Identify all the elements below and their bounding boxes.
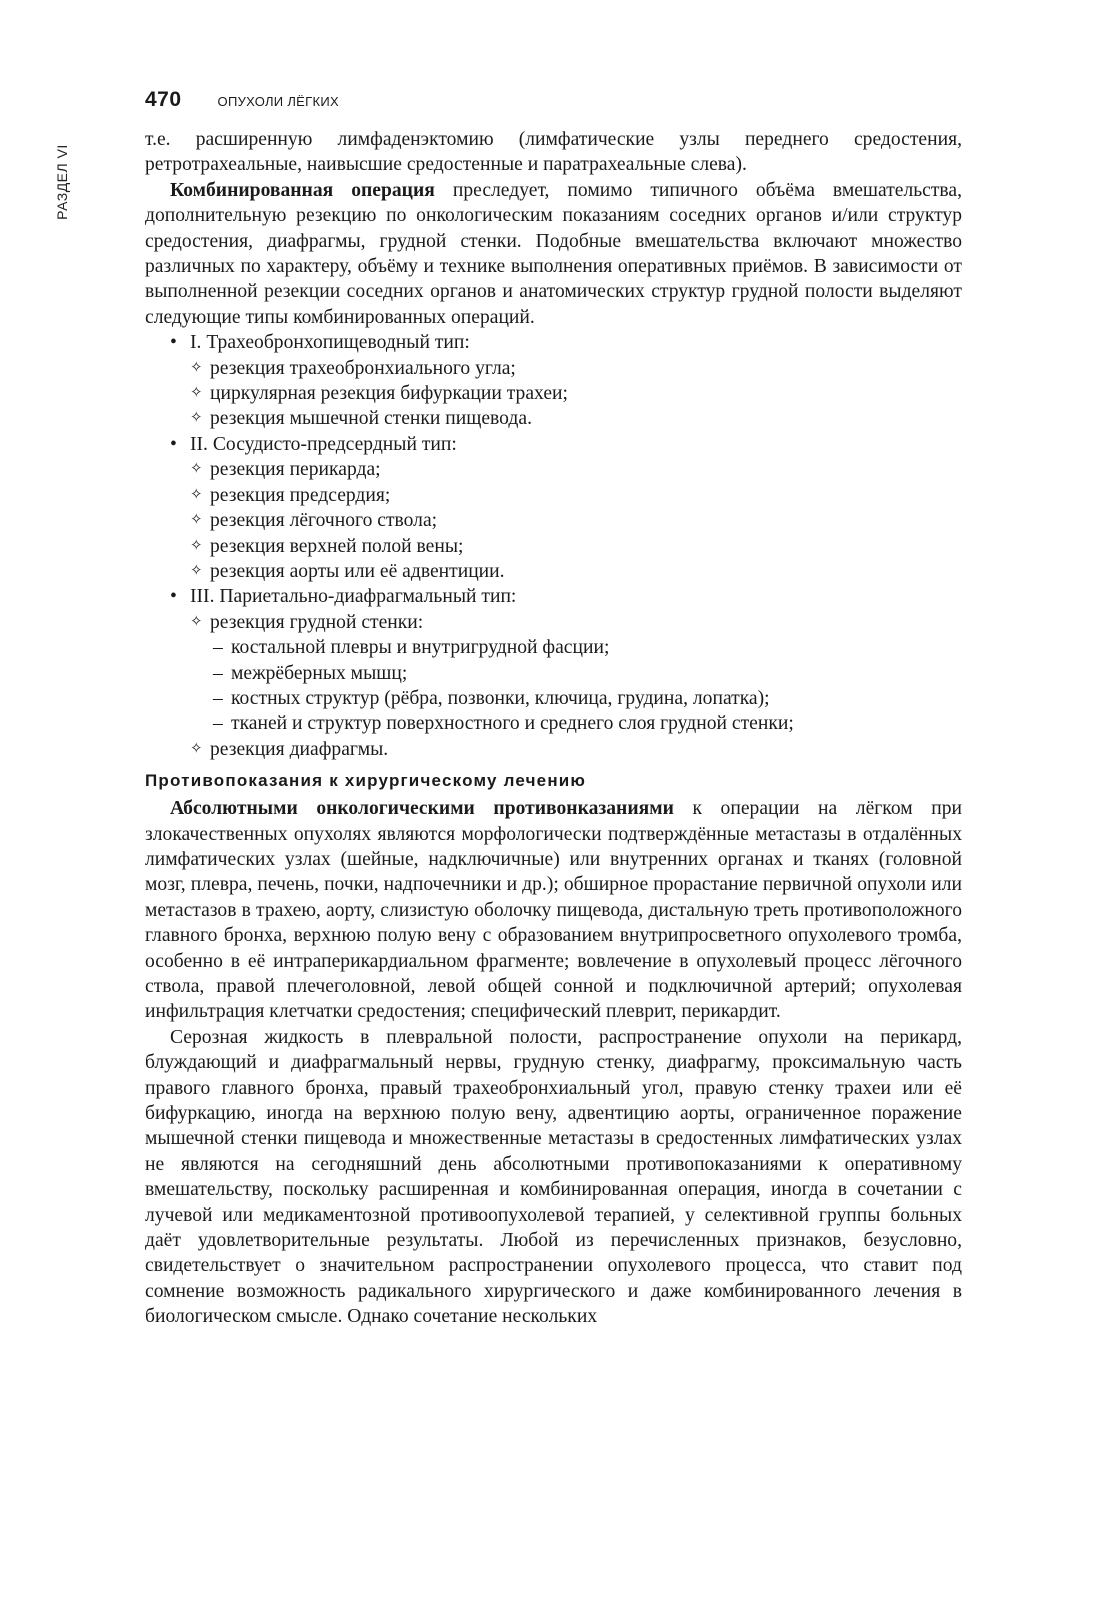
diamond-bullet-icon: ✧	[190, 537, 203, 554]
resection-subitem-text: межрёберных мышц;	[231, 662, 408, 684]
page-header	[145, 88, 339, 112]
diamond-bullet-icon: ✧	[190, 385, 203, 402]
resection-subitem-text: тканей и структур поверхностного и среднего слоя грудной стенки;	[231, 713, 794, 735]
resection-subitem	[210, 711, 962, 736]
dash-bullet-icon: –	[213, 713, 223, 735]
resection-item	[190, 559, 962, 584]
diamond-bullet-icon: ✧	[190, 613, 203, 630]
operation-type-item	[145, 584, 962, 762]
resection-subitem	[210, 635, 962, 660]
resection-item-text: резекция грудной стенки:	[210, 611, 424, 633]
resection-list	[190, 610, 962, 762]
resection-subitem	[210, 686, 962, 711]
absolute-contraindications-text: к операции на лёгком при злокачественных опухолях являются морфологически подтверждённые метастазы в отдалённых лимфатических узлах (шейные, надключичные) или внутренних органах и тканях (головной мозг, плевра, печень, почки, надпочечники и др.); обширное прорастание первичной опухоли или метастазов в трахею, аорту, слизистую оболочку пищевода, дистальную треть противоположного главного бронха, верхнюю полую вену с образованием внутрипросветного опухолевого тромба, особенно в её интраперикардиальном фрагменте; вовлечение в опухолевый процесс лёгочного ствола, правой плечеголовной, левой общей сонной и подключичной артерий; опухолевая инфильтрация клетчатки средостения; специфический плеврит, перикардит.	[145, 798, 962, 1023]
resection-item-text: резекция диафрагмы.	[210, 738, 389, 760]
diamond-bullet-icon: ✧	[190, 740, 203, 757]
dash-bullet-icon: –	[213, 662, 223, 684]
intro-paragraph: т.е. расширенную лимфаденэктомию (лимфатические узлы переднего средостения, ретротрахеальные, наивысшие средостенные и паратрахеальные слева).	[145, 129, 962, 176]
combined-operation-paragraph	[145, 178, 962, 330]
dash-bullet-icon: –	[213, 637, 223, 659]
bullet-icon: •	[170, 332, 177, 354]
resection-item	[190, 534, 962, 559]
operation-type-item	[145, 432, 962, 584]
running-title: ОПУХОЛИ ЛЁГКИХ	[217, 94, 339, 109]
combined-operation-term: Комбинированная операция	[170, 179, 435, 201]
diamond-bullet-icon: ✧	[190, 410, 203, 427]
resection-item-text: резекция аорты или её адвентиции.	[210, 560, 505, 582]
resection-list	[190, 356, 962, 432]
resection-item	[190, 406, 962, 431]
resection-item	[190, 381, 962, 406]
diamond-bullet-icon: ✧	[190, 512, 203, 529]
resection-item-text: резекция мышечной стенки пищевода.	[210, 408, 532, 430]
section-heading: Противопоказания к хирургическому лечению	[145, 771, 587, 791]
diamond-bullet-icon: ✧	[190, 562, 203, 579]
resection-item	[190, 508, 962, 533]
resection-item-text: резекция лёгочного ствола;	[210, 510, 438, 532]
resection-item	[190, 610, 962, 737]
diamond-bullet-icon: ✧	[190, 461, 203, 478]
resection-list	[190, 457, 962, 584]
resection-item-text: резекция верхней полой вены;	[210, 535, 464, 557]
operation-type-item	[145, 330, 962, 432]
page-body	[145, 127, 962, 1330]
dash-bullet-icon: –	[213, 687, 223, 709]
resection-item	[190, 737, 962, 762]
absolute-contraindications-term: Абсолютными онкологическими противонказаниями	[170, 798, 674, 820]
operation-type-label: II. Сосудисто-предсердный тип:	[190, 433, 457, 455]
diamond-bullet-icon: ✧	[190, 486, 203, 503]
operation-type-label: III. Париетально-диафрагмальный тип:	[190, 586, 517, 608]
diamond-bullet-icon: ✧	[190, 359, 203, 376]
relative-contraindications-paragraph: Серозная жидкость в плевральной полости, распространение опухоли на перикард, блуждающий и диафрагмальный нервы, грудную стенку, диафрагму, проксимальную часть правого главного бронха, правый трахеобронхиальный угол, правую стенку трахеи или её бифуркацию, иногда на верхнюю полую вену, адвентицию аорты, ограниченное поражение мышечной стенки пищевода и множественные метастазы в средостенных лимфатических узлах не являются на сегодняшний день абсолютными противопоказаниями к оперативному вмешательству, поскольку расширенная и комбинированная операция, иногда в сочетании с лучевой или медикаментозной противоопухолевой терапией, у селективной группы больных даёт удовлетворительные результаты. Любой из перечисленных признаков, безусловно, свидетельствует о значительном распространении опухолевого процесса, что ставит под сомнение возможность радикального хирургического и даже комбинированного лечения в биологическом смысле. Однако сочетание нескольких	[145, 1026, 962, 1328]
bullet-icon: •	[170, 433, 177, 455]
resection-item	[190, 483, 962, 508]
bullet-icon: •	[170, 586, 177, 608]
resection-sublist	[210, 635, 962, 737]
resection-item	[190, 356, 962, 381]
resection-item-text: резекция трахеобронхиального угла;	[210, 357, 516, 379]
resection-item-text: резекция перикарда;	[210, 459, 381, 481]
resection-subitem-text: костальной плевры и внутригрудной фасции;	[231, 637, 610, 659]
operation-types-list	[145, 330, 962, 762]
section-side-label: РАЗДЕЛ VI	[54, 144, 70, 220]
resection-item-text: резекция предсердия;	[210, 484, 391, 506]
page-number: 470	[145, 88, 182, 111]
resection-subitem-text: костных структур (рёбра, позвонки, ключица, грудина, лопатка);	[231, 687, 770, 709]
resection-item-text: циркулярная резекция бифуркации трахеи;	[210, 383, 568, 405]
resection-subitem	[210, 661, 962, 686]
absolute-contraindications-paragraph	[145, 796, 962, 1025]
resection-item	[190, 457, 962, 482]
operation-type-label: I. Трахеобронхопищеводный тип:	[190, 332, 470, 354]
combined-operation-text: преследует, помимо типичного объёма вмешательства, дополнительную резекцию по онкологическим показаниям соседних органов и/или структур средостения, диафрагмы, грудной стенки. Подобные вмешательства включают множество различных по характеру, объёму и технике выполнения оперативных приёмов. В зависимости от выполненной резекции соседних органов и анатомических структур грудной полости выделяют следующие типы комбинированных операций.	[145, 179, 963, 328]
